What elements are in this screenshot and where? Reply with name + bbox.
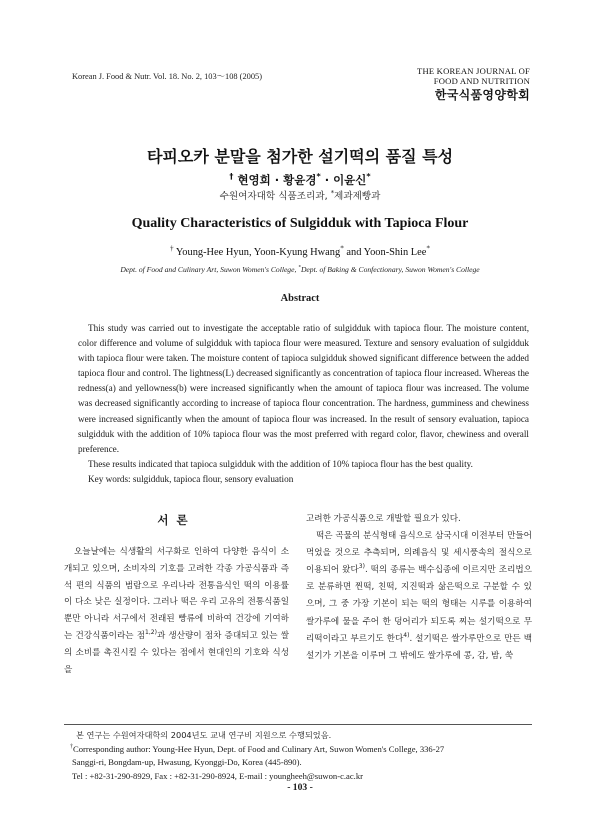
abstract-body <box>78 321 529 487</box>
journal-name-en-line1: THE KOREAN JOURNAL OF <box>417 66 530 76</box>
corresponding-dagger: † <box>229 172 234 182</box>
intro-right-column <box>306 511 532 665</box>
affiliation-star: * <box>426 244 431 253</box>
page-number: - 103 - <box>287 782 313 793</box>
intro-paragraph <box>306 528 532 665</box>
citation-ref: 3) <box>358 563 365 571</box>
affiliation-part2: 제과제빵과 <box>334 191 381 202</box>
author-names-a: Young-Hee Hyun, Yoon-Kyung Hwang <box>175 247 341 258</box>
intro-paragraph <box>64 544 289 678</box>
intro-text: 오늘날에는 식생활의 서구화로 인하여 다양한 음식이 소개되고 있으며, 소비자의 기호를 고려한 각종 가공식품과 즉석 편의 식품의 범람으로 우리나라 전통음식인 떡의 이용률이 다소 낮은 실정이다. 그러나 떡은 우리 고유의 전통식품일 뿐만 아니라 서구에서 전래된 빵류에 비하여 건강에 기여하는 건강식품이라는 점 <box>64 547 289 641</box>
intro-text: . 설기떡은 쌀가루만으로 만든 백설기가 기본을 이루며 그 밖에도 쌀가루에 콩, 감, 밤, 쑥 <box>306 633 532 661</box>
affiliation-part1: Dept. of Food and Culinary Art, Suwon Women's College, <box>120 265 299 274</box>
funding-note: 본 연구는 수원여자대학의 2004년도 교내 연구비 지원으로 수행되었음. <box>76 730 332 740</box>
abstract-paragraph: This study was carried out to investigate the acceptable ratio of sulgidduk with tapioca flour. The moisture content, color difference and volume of sulgidduk with tapioca flour were measured. Texture and sensory evaluation of sulgidduk with tapioca flour were taken. The moisture content of tapioca sulgidduk showed significant difference between the added tapioca flour and control. The lightness(L) decreased significantly as concentration of tapioca flour increased. Whereas the redness(a) and yellowness(b) were increased significantly when the amount of tapioca flour was increased. The volume was decreased significantly according to increase of tapioca flour concentration. The hardness, gumminess and chewiness were increased significantly when the amount of tapioca flour was increased. In the result of sensory evaluation, tapioca sulgidduk with the addition of 10% tapioca flour was the most preferred with regard color, flavor, chewiness and overall preference. <box>78 323 529 454</box>
abstract-heading: Abstract <box>280 293 320 304</box>
footnote-divider <box>64 724 532 725</box>
corresponding-author-note <box>70 743 532 757</box>
intro-paragraph-continued: 고려한 가공식품으로 개발할 필요가 있다. <box>306 514 461 524</box>
corresponding-author-line1: Corresponding author: Young-Hee Hyun, Dept. of Food and Culinary Art, Suwon Women's College, 336-27 <box>73 743 445 754</box>
intro-text: . 떡의 종류는 백수십종에 이르지만 조리법으로 분류하면 찐떡, 친떡, 지진떡과 삶은떡으로 구분할 수 있으며, 그 중 가장 기본이 되는 떡의 형태는 시루를 이용하여 쌀가루에 물을 주어 한 덩어리가 되도록 찌는 설기떡으로 무리떡이라고 부르기도 한다 <box>306 565 532 644</box>
abstract-conclusion: These results indicated that tapioca sulgidduk with the addition of 10% tapioca flour has the best quality. <box>88 458 473 469</box>
footnotes <box>70 729 532 783</box>
author-names-a: 현영희 · 황윤경 <box>237 173 317 187</box>
journal-name-ko: 한국식품영양학회 <box>434 88 530 102</box>
affiliation-star: * <box>340 244 344 253</box>
journal-citation: Korean J. Food & Nutr. Vol. 18. No. 2, 103～108 (2005) <box>72 72 262 81</box>
affiliation-korean <box>0 188 600 202</box>
affiliation-star: * <box>316 172 321 182</box>
corresponding-author-contact: Tel : +82-31-290-8929, Fax : +82-31-290-8924, E-mail : youngheeh@suwon-c.ac.kr <box>72 770 363 781</box>
citation-ref: 4) <box>403 631 410 639</box>
corresponding-author-address: Sanggi-ri, Bongdam-up, Hwasung, Kyonggi-Do, Korea (445-890). <box>72 757 302 768</box>
affiliation-star: * <box>330 188 335 197</box>
author-names-b: · 이윤신 <box>320 173 367 187</box>
corresponding-dagger: † <box>169 244 174 253</box>
affiliation-star: * <box>298 264 301 271</box>
paper-title-english: Quality Characteristics of Sulgidduk with Tapioca Flour <box>131 216 469 231</box>
author-list-korean <box>0 172 600 188</box>
intro-left-column <box>64 544 289 678</box>
author-list-english <box>0 244 600 258</box>
corresponding-dagger: † <box>70 743 74 750</box>
intro-text: 과 생산량이 점차 증대되고 있는 쌀의 소비를 촉진시킬 수 있다는 점에서 현대인의 기호와 식성을 <box>64 630 289 675</box>
paper-title-korean: 타피오카 분말을 첨가한 설기떡의 품질 특성 <box>146 147 454 166</box>
keywords: Key words: sulgidduk, tapioca flour, sensory evaluation <box>88 473 294 484</box>
intro-text: 떡은 곡물의 분식형태 음식으로 삼국시대 이전부터 만들어 먹었을 것으로 추측되며, 의례음식 및 세시풍속의 절식으로 이용되어 왔다 <box>306 531 532 576</box>
journal-name-en-line2: FOOD AND NUTRITION <box>433 76 530 86</box>
section-heading-introduction: 서론 <box>157 513 196 527</box>
affiliation-part2: Dept. of Baking & Confectionary, Suwon Women's College <box>300 265 480 274</box>
journal-masthead <box>380 66 530 103</box>
citation-ref: 1,2) <box>145 629 157 637</box>
affiliation-part1: 수원여자대학 식품조리과, <box>219 191 331 202</box>
author-names-b: and Yoon-Shin Lee <box>343 247 427 258</box>
affiliation-star: * <box>366 172 371 182</box>
affiliation-english <box>0 265 600 274</box>
